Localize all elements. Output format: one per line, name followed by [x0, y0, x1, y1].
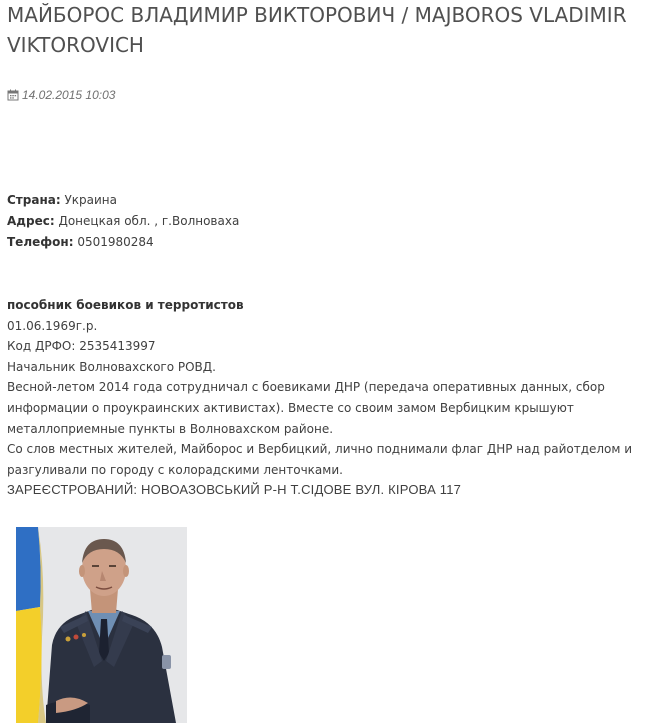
- portrait-photo: [16, 527, 187, 723]
- article: [7, 0, 659, 501]
- phone-label: Телефон:: [7, 235, 74, 249]
- drfo-code: Код ДРФО: 2535413997: [7, 339, 156, 354]
- lead-text: пособник боевиков и терротистов: [7, 298, 244, 312]
- country-value: Украина: [64, 193, 117, 207]
- publish-date: [7, 88, 659, 102]
- flag-blue-stripe: [16, 527, 41, 611]
- registered-address: ЗАРЕЄСТРОВАНИЙ: НОВОАЗОВСЬКИЙ Р-Н Т.СІДОВЕ ВУЛ. КІРОВА 117: [7, 482, 462, 498]
- birth-date: 01.06.1969г.р.: [7, 318, 98, 333]
- address-label: Адрес:: [7, 214, 55, 228]
- country-row: [7, 190, 659, 211]
- position-text: Начальник Волноваxского РОВД.: [7, 359, 216, 374]
- calendar-icon: [7, 89, 19, 101]
- paragraph-2: Со слов местных жителей, Майборос и Вербицкий, лично поднимали флаг ДНР над райотделом и разгуливали по городу с колорадскими ленточками.: [7, 442, 633, 477]
- phone-row: [7, 232, 659, 253]
- date-text: 14.02.2015 10:03: [22, 88, 116, 102]
- flag-yellow-stripe: [16, 607, 42, 723]
- paragraph-1: Весной-летом 2014 года сотрудничал с боевиками ДНР (передача оперативных данных, сбор информации о проукраинских активистах). Вместе со своим замом Вербицким крышуют металлоприемные пункты в Волноваxском районе.: [7, 380, 605, 436]
- phone-value: 0501980284: [77, 235, 154, 249]
- country-label: Страна:: [7, 193, 61, 207]
- address-row: [7, 211, 659, 232]
- article-body: [7, 295, 659, 501]
- page-title: МАЙБОРОС ВЛАДИМИР ВИКТОРОВИЧ / MAJBOROS VLADIMIR VIKTOROVICH: [7, 3, 627, 57]
- contact-block: [7, 190, 659, 253]
- address-value: Донецкая обл. , г.Волноваха: [58, 214, 240, 228]
